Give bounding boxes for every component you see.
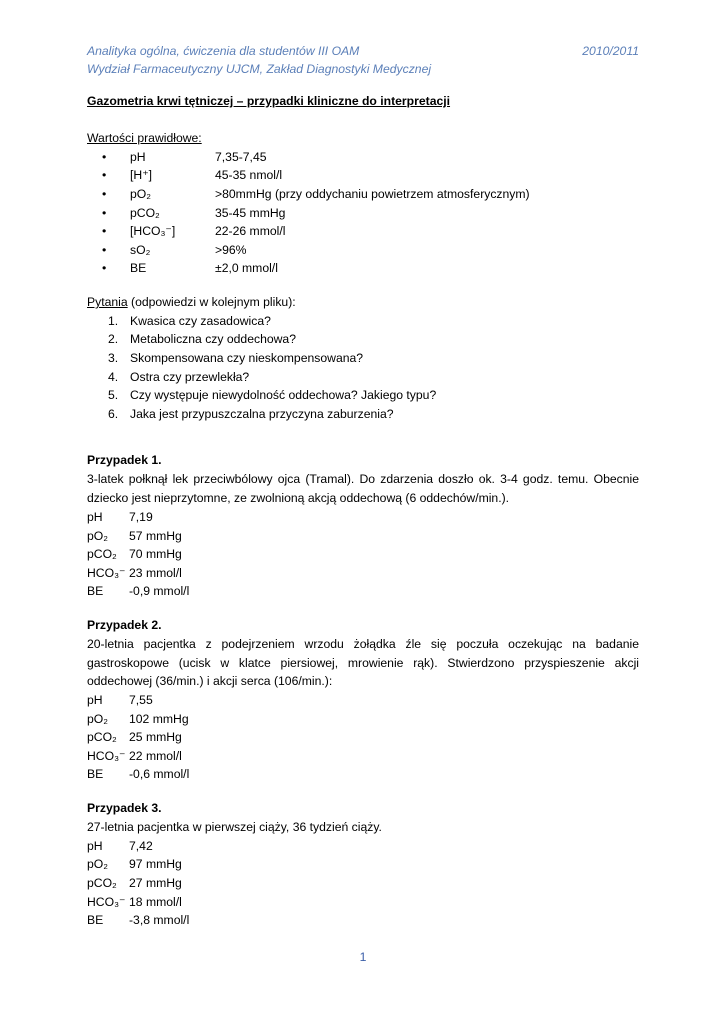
normal-value: >80mmHg (przy oddychaniu powietrzem atmosferycznym) xyxy=(215,187,530,201)
case-description: 20-letnia pacjentka z podejrzeniem wrzodu żołądka źle się poczuła oczekując na badanie gastroskopowe (ucisk w klatce piersiowej, mrowienie rąk). Stwierdzono przyspieszenie akcji oddechowej (36/min.) i akcji serca (106/min.): xyxy=(87,637,639,689)
normal-label: pO₂ xyxy=(130,187,151,201)
value-result: 7,19 xyxy=(129,510,153,524)
bullet: • xyxy=(102,224,107,238)
header-course: Analityka ogólna, ćwiczenia dla studentów III OAM xyxy=(87,44,360,58)
normal-value: 35-45 mmHg xyxy=(215,206,286,220)
page-number: 1 xyxy=(359,950,367,964)
value-result: 22 mmol/l xyxy=(129,749,182,763)
value-label: pO₂ xyxy=(87,857,108,871)
question-text: Czy występuje niewydolność oddechowa? Jakiego typu? xyxy=(130,388,437,402)
document-title: Gazometria krwi tętniczej – przypadki kliniczne do interpretacji xyxy=(87,94,451,108)
value-result: 7,55 xyxy=(129,693,153,707)
bullet: • xyxy=(102,150,107,164)
question-text: Ostra czy przewlekła? xyxy=(130,370,250,384)
normal-label: pCO₂ xyxy=(130,206,160,220)
case-description: 27-letnia pacjentka w pierwszej ciąży, 36 tydzień ciąży. xyxy=(87,820,382,834)
value-result: -3,8 mmol/l xyxy=(129,913,190,927)
value-result: 18 mmol/l xyxy=(129,895,182,909)
value-result: 25 mmHg xyxy=(129,730,182,744)
questions-heading-label: Pytania xyxy=(87,295,128,309)
value-label: HCO₃⁻ xyxy=(87,566,126,580)
normals-heading: Wartości prawidłowe: xyxy=(87,131,202,145)
value-result: 27 mmHg xyxy=(129,876,182,890)
normal-value: 7,35-7,45 xyxy=(215,150,267,164)
value-result: 57 mmHg xyxy=(129,529,182,543)
value-label: pH xyxy=(87,839,103,853)
value-result: 97 mmHg xyxy=(129,857,182,871)
value-label: HCO₃⁻ xyxy=(87,895,126,909)
question-text: Kwasica czy zasadowica? xyxy=(130,314,271,328)
question-text: Metaboliczna czy oddechowa? xyxy=(130,332,296,346)
value-label: pCO₂ xyxy=(87,547,117,561)
value-label: pO₂ xyxy=(87,529,108,543)
value-label: BE xyxy=(87,584,104,598)
bullet: • xyxy=(102,243,107,257)
case-title: Przypadek 2. xyxy=(87,618,162,632)
bullet: • xyxy=(102,187,107,201)
document-page xyxy=(87,0,639,1024)
normal-label: pH xyxy=(130,150,146,164)
question-number: 6. xyxy=(108,407,119,421)
value-label: pH xyxy=(87,693,103,707)
value-label: pH xyxy=(87,510,103,524)
normal-label: [H⁺] xyxy=(130,168,153,182)
bullet: • xyxy=(102,206,107,220)
question-number: 3. xyxy=(108,351,119,365)
question-number: 5. xyxy=(108,388,119,402)
value-result: 70 mmHg xyxy=(129,547,182,561)
case-description: 3-latek połknął lek przeciwbólowy ojca (Tramal). Do zdarzenia doszło ok. 3-4 godz. temu. Obecnie dziecko jest nieprzytomne, ze zwolnioną akcją oddechową (6 oddechów/min.). xyxy=(87,472,639,505)
value-label: pCO₂ xyxy=(87,730,117,744)
header-line-1 xyxy=(87,42,639,60)
question-number: 1. xyxy=(108,314,119,328)
normal-value: 45-35 nmol/l xyxy=(215,168,283,182)
value-label: BE xyxy=(87,913,104,927)
value-result: 102 mmHg xyxy=(129,712,189,726)
case-title: Przypadek 1. xyxy=(87,453,162,467)
value-result: 23 mmol/l xyxy=(129,566,182,580)
normal-value: ±2,0 mmol/l xyxy=(215,261,278,275)
value-label: HCO₃⁻ xyxy=(87,749,126,763)
value-label: BE xyxy=(87,767,104,781)
header-line-2: Wydział Farmaceutyczny UJCM, Zakład Diagnostyki Medycznej xyxy=(87,62,432,76)
question-number: 4. xyxy=(108,370,119,384)
normal-value: >96% xyxy=(215,243,247,257)
header-year: 2010/2011 xyxy=(582,44,639,58)
questions-heading-note: (odpowiedzi w kolejnym pliku): xyxy=(127,295,296,309)
bullet: • xyxy=(102,168,107,182)
value-label: pCO₂ xyxy=(87,876,117,890)
normal-value: 22-26 mmol/l xyxy=(215,224,286,238)
value-result: 7,42 xyxy=(129,839,153,853)
case-title: Przypadek 3. xyxy=(87,801,162,815)
value-label: pO₂ xyxy=(87,712,108,726)
normal-label: sO₂ xyxy=(130,243,151,257)
question-text: Skompensowana czy nieskompensowana? xyxy=(130,351,364,365)
value-result: -0,9 mmol/l xyxy=(129,584,190,598)
questions-heading xyxy=(87,293,296,311)
normal-label: BE xyxy=(130,261,147,275)
question-text: Jaka jest przypuszczalna przyczyna zaburzenia? xyxy=(130,407,394,421)
bullet: • xyxy=(102,261,107,275)
normal-label: [HCO₃⁻] xyxy=(130,224,176,238)
value-result: -0,6 mmol/l xyxy=(129,767,190,781)
question-number: 2. xyxy=(108,332,119,346)
